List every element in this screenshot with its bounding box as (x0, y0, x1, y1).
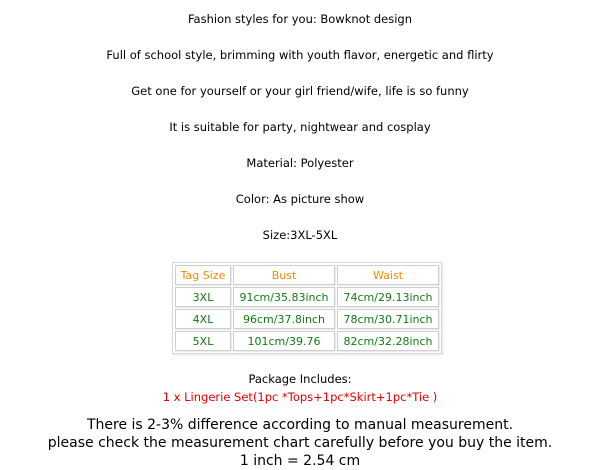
description-line-occasion: It is suitable for party, nightwear and cosplay (169, 120, 431, 134)
bust-cell: 101cm/39.76 (233, 331, 335, 351)
size-chart-table (172, 262, 442, 354)
package-items: 1 x Lingerie Set(1pc *Tops+1pc*Skirt+1pc*Tie ) (162, 390, 438, 404)
size-chart-header-row (175, 265, 439, 285)
description-line-school-style: Full of school style, brimming with youth flavor, energetic and flirty (106, 48, 494, 62)
header-bust: Bust (233, 265, 335, 285)
tag-size-cell: 5XL (175, 331, 231, 351)
bust-cell: 96cm/37.8inch (233, 309, 335, 329)
bust-cell: 91cm/35.83inch (233, 287, 335, 307)
table-row (175, 331, 439, 351)
note-inch-conversion: 1 inch = 2.54 cm (239, 453, 361, 469)
note-difference: There is 2-3% difference according to manual measurement. (86, 417, 514, 433)
header-tag-size: Tag Size (175, 265, 231, 285)
waist-cell: 74cm/29.13inch (337, 287, 439, 307)
description-line-size: Size:3XL-5XL (262, 228, 338, 242)
tag-size-cell: 3XL (175, 287, 231, 307)
measurement-notes (0, 416, 600, 470)
waist-cell: 78cm/30.71inch (337, 309, 439, 329)
description-line-style: Fashion styles for you: Bowknot design (187, 12, 413, 26)
package-title: Package Includes: (248, 372, 352, 386)
table-row (175, 309, 439, 329)
description-line-color: Color: As picture show (235, 192, 365, 206)
waist-cell: 82cm/32.28inch (337, 331, 439, 351)
description-line-material: Material: Polyester (246, 156, 354, 170)
header-waist: Waist (337, 265, 439, 285)
note-check-chart: please check the measurement chart carefully before you buy the item. (47, 435, 553, 451)
table-row (175, 287, 439, 307)
tag-size-cell: 4XL (175, 309, 231, 329)
description-line-gift: Get one for yourself or your girl friend/wife, life is so funny (131, 84, 469, 98)
